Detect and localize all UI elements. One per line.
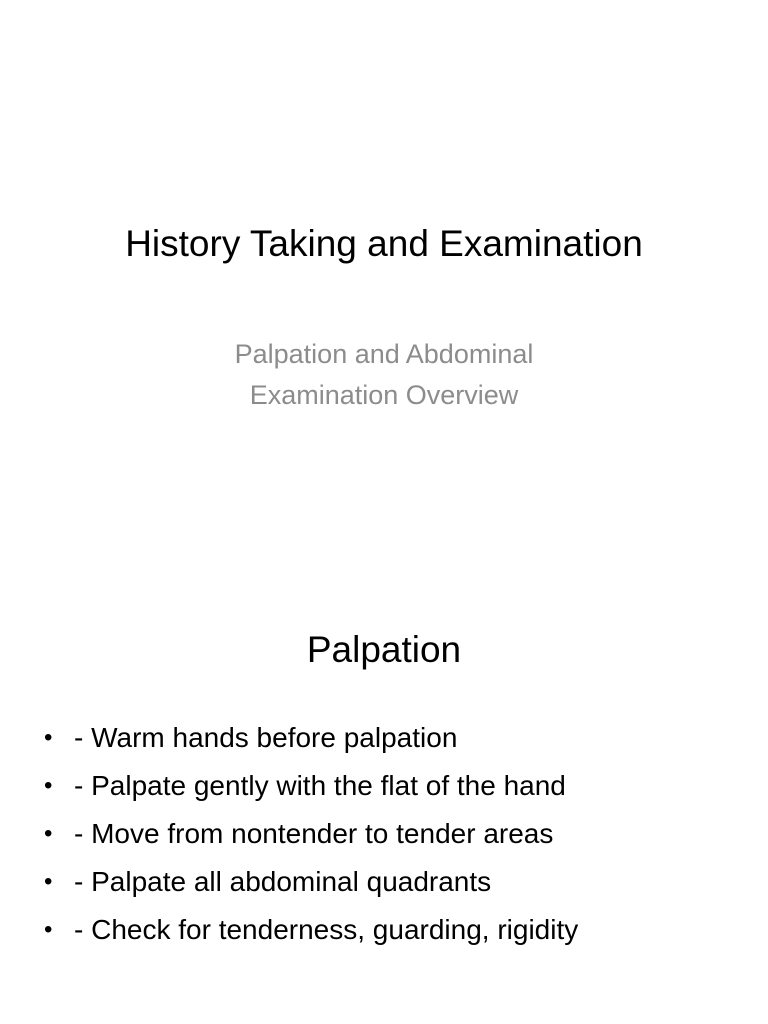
- bullet-item: [40, 906, 760, 954]
- bullet-item: [40, 714, 760, 762]
- bullet-text: - Palpate gently with the flat of the hand: [74, 770, 566, 801]
- bullet-item: [40, 858, 760, 906]
- slide-title: Palpation: [306, 629, 462, 670]
- bullet-icon: •: [44, 724, 53, 751]
- bullet-icon: •: [44, 772, 53, 799]
- bullet-icon: •: [44, 820, 53, 847]
- bullet-item: [40, 810, 760, 858]
- subtitle-line: Examination Overview: [249, 380, 519, 410]
- bullet-item: [40, 762, 760, 810]
- bullet-icon: •: [44, 868, 53, 895]
- subtitle-line: Palpation and Abdominal: [234, 339, 534, 369]
- bullet-text: - Warm hands before palpation: [74, 722, 458, 753]
- slide-subtitle: [0, 334, 768, 416]
- bullet-icon: •: [44, 916, 53, 943]
- content-slide: [0, 512, 768, 1024]
- bullet-text: - Palpate all abdominal quadrants: [74, 866, 492, 897]
- bullet-list: [40, 714, 760, 954]
- bullet-text: - Move from nontender to tender areas: [74, 818, 554, 849]
- slide-title: History Taking and Examination: [125, 223, 643, 264]
- bullet-text: - Check for tenderness, guarding, rigidity: [74, 914, 579, 945]
